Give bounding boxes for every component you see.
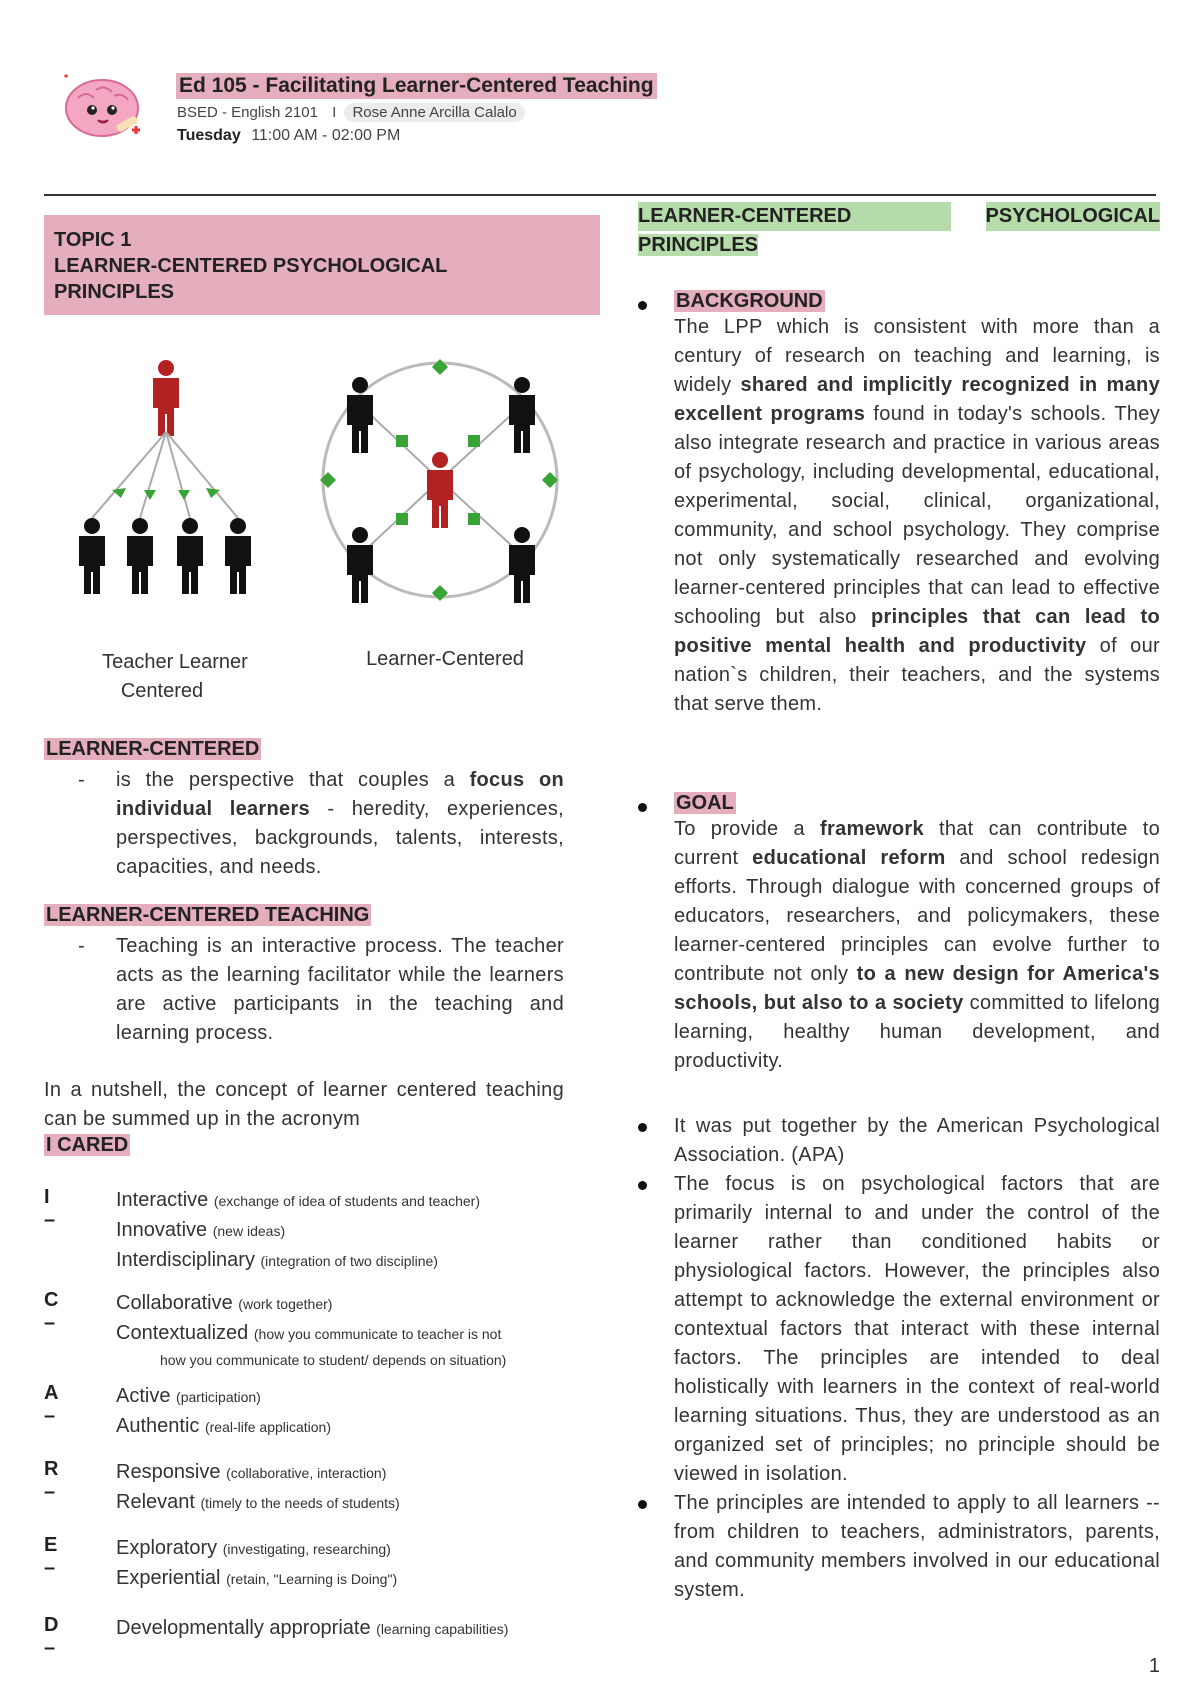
- acronym-letter: R –: [44, 1458, 59, 1503]
- lc-text-1: is the perspective that couples a: [116, 769, 470, 791]
- acronym-item: Experiential (retain, "Learning is Doing"): [116, 1567, 398, 1589]
- acronym-item: how you communicate to student/ depends on situation): [160, 1352, 507, 1368]
- lc-heading-row: [44, 738, 261, 761]
- lc-definition: [78, 766, 565, 882]
- brain-mascot-logo: [56, 68, 156, 148]
- header-divider: [44, 194, 1156, 196]
- topic-number: TOPIC 1: [54, 229, 132, 251]
- bullet-icon: [638, 1181, 647, 1190]
- lc-heading: LEARNER-CENTERED: [46, 738, 260, 760]
- list-item: The focus is on psychological factors that are primarily internal to and under the control of the learner rather than conditioned habits or physiological factors. However, the principles also attempt to acknowledge the external environment or contextual factors that interact with these internal factors. The principles are intended to deal holistically with learners in the context of real-world learning situations. Thus, they are understood as an organized set of principles; no principle should be viewed in isolation.: [674, 1170, 1160, 1489]
- lct-text: Teaching is an interactive process. The teacher acts as the learning facilitator while the learners are active participants in the teaching and learning process.: [116, 935, 564, 1044]
- bullet-icon: [638, 1500, 647, 1509]
- teacher-figure: [153, 360, 179, 436]
- topic-title-line-2: PRINCIPLES: [54, 281, 175, 303]
- acronym-letter: I –: [44, 1186, 56, 1231]
- nutshell-paragraph: In a nutshell, the concept of learner centered teaching can be summed up in the acronym: [44, 1079, 564, 1130]
- bullet-icon: [638, 301, 647, 310]
- acronym-item: Responsive (collaborative, interaction): [116, 1461, 387, 1483]
- meta-separator: I: [332, 104, 337, 121]
- acronym-item: Contextualized (how you communicate to teacher is not: [116, 1322, 502, 1344]
- lct-definition: [78, 932, 564, 1048]
- goal-section: [674, 792, 1160, 1076]
- acronym-item: Innovative (new ideas): [116, 1219, 286, 1241]
- goal-heading: GOAL: [676, 792, 734, 814]
- background-text: The LPP which is consistent with more than a century of research on teaching and learning, is widely shared and implicitly recognized in many excellent programs found in today's schools. They also integrate research and practice in various areas of psychology, including developmental, educational, experimental, social, clinical, organizational, community, and school psychology. They comprise not only systematically researched and evolving learner-centered principles that can lead to effective schooling but also principles that can lead to positive mental health and productivity of our nation`s children, their teachers, and the systems that serve them.: [674, 316, 1160, 715]
- course-title: Ed 105 - Facilitating Learner-Centered Teaching: [176, 73, 657, 99]
- acronym-row: [44, 1134, 130, 1157]
- student-name-chip: Rose Anne Arcilla Calalo: [344, 103, 524, 122]
- topic-title-line-1: LEARNER-CENTERED PSYCHOLOGICAL: [54, 255, 448, 277]
- acronym-item: Developmentally appropriate (learning capabilities): [116, 1617, 509, 1639]
- apa-bullets: [674, 1112, 1160, 1605]
- teacher-centered-diagram: [66, 350, 266, 620]
- acronym-letter: E –: [44, 1534, 58, 1579]
- acronym-item: Relevant (timely to the needs of students): [116, 1491, 400, 1513]
- caption-line-2: Centered: [120, 680, 204, 702]
- acronym-item: Exploratory (investigating, researching): [116, 1537, 391, 1559]
- acronym-label: I CARED: [46, 1134, 129, 1156]
- bullet-icon: [638, 803, 647, 812]
- page-number: 1: [1148, 1655, 1160, 1677]
- lct-heading-row: [44, 904, 371, 927]
- lcp-heading-word-2: PSYCHOLOGICAL: [986, 202, 1160, 231]
- lct-dash: -: [78, 935, 85, 957]
- acronym-letter: A –: [44, 1382, 58, 1427]
- learner-centered-caption: Learner-Centered: [366, 648, 524, 670]
- list-item: The principles are intended to apply to all learners -- from children to teachers, administrators, parents, and community members involved in our educational system.: [674, 1489, 1160, 1605]
- acronym-item: Active (participation): [116, 1385, 261, 1407]
- lc-text-bold: focus on individual learners: [116, 769, 564, 820]
- lcp-heading: [638, 202, 1160, 260]
- lcp-heading-word-1: LEARNER-CENTERED: [638, 202, 951, 231]
- course-meta: [177, 104, 525, 121]
- topic-box: [44, 215, 600, 315]
- arrow-markers: [112, 488, 220, 500]
- goal-text: To provide a framework that can contribute to current educational reform and school redesign efforts. Through dialogue with concerned groups of educators, researchers, and policymakers, these learner-centered principles can evolve further to contribute not only to a new design for America's schools, but also to a society committed to lifelong learning, healthy human development, and productivity.: [674, 818, 1160, 1072]
- background-heading: BACKGROUND: [676, 290, 823, 312]
- schedule-time: 11:00 AM - 02:00 PM: [251, 127, 401, 144]
- lc-text-2: - heredity, experiences, perspectives, backgrounds, talents, interests, capacities, and needs.: [116, 798, 565, 878]
- lct-heading: LEARNER-CENTERED TEACHING: [46, 904, 370, 926]
- learner-figures: [79, 518, 251, 594]
- caption-line-1: Teacher Learner: [102, 651, 248, 673]
- lc-dash: -: [78, 769, 85, 791]
- bullet-icon: [638, 1123, 647, 1132]
- acronym-letter: D –: [44, 1614, 59, 1659]
- section-label: BSED - English 2101: [177, 104, 318, 121]
- teacher-centered-caption: [70, 648, 280, 706]
- acronym-item: Interdisciplinary (integration of two discipline): [116, 1249, 438, 1271]
- acronym-letter: C –: [44, 1289, 59, 1334]
- brain-mascot-icon: [56, 68, 156, 148]
- acronym-item: Authentic (real-life application): [116, 1415, 332, 1437]
- lcp-heading-word-3: PRINCIPLES: [638, 234, 759, 256]
- center-learner-figure: [427, 452, 453, 528]
- acronym-item: Collaborative (work together): [116, 1292, 333, 1314]
- list-item: It was put together by the American Psychological Association. (APA): [674, 1112, 1160, 1170]
- schedule-day: Tuesday: [177, 127, 241, 144]
- background-section: [674, 290, 1160, 719]
- acronym-item: Interactive (exchange of idea of students and teacher): [116, 1189, 481, 1211]
- schedule: [177, 127, 400, 145]
- learner-centered-diagram: [316, 355, 562, 605]
